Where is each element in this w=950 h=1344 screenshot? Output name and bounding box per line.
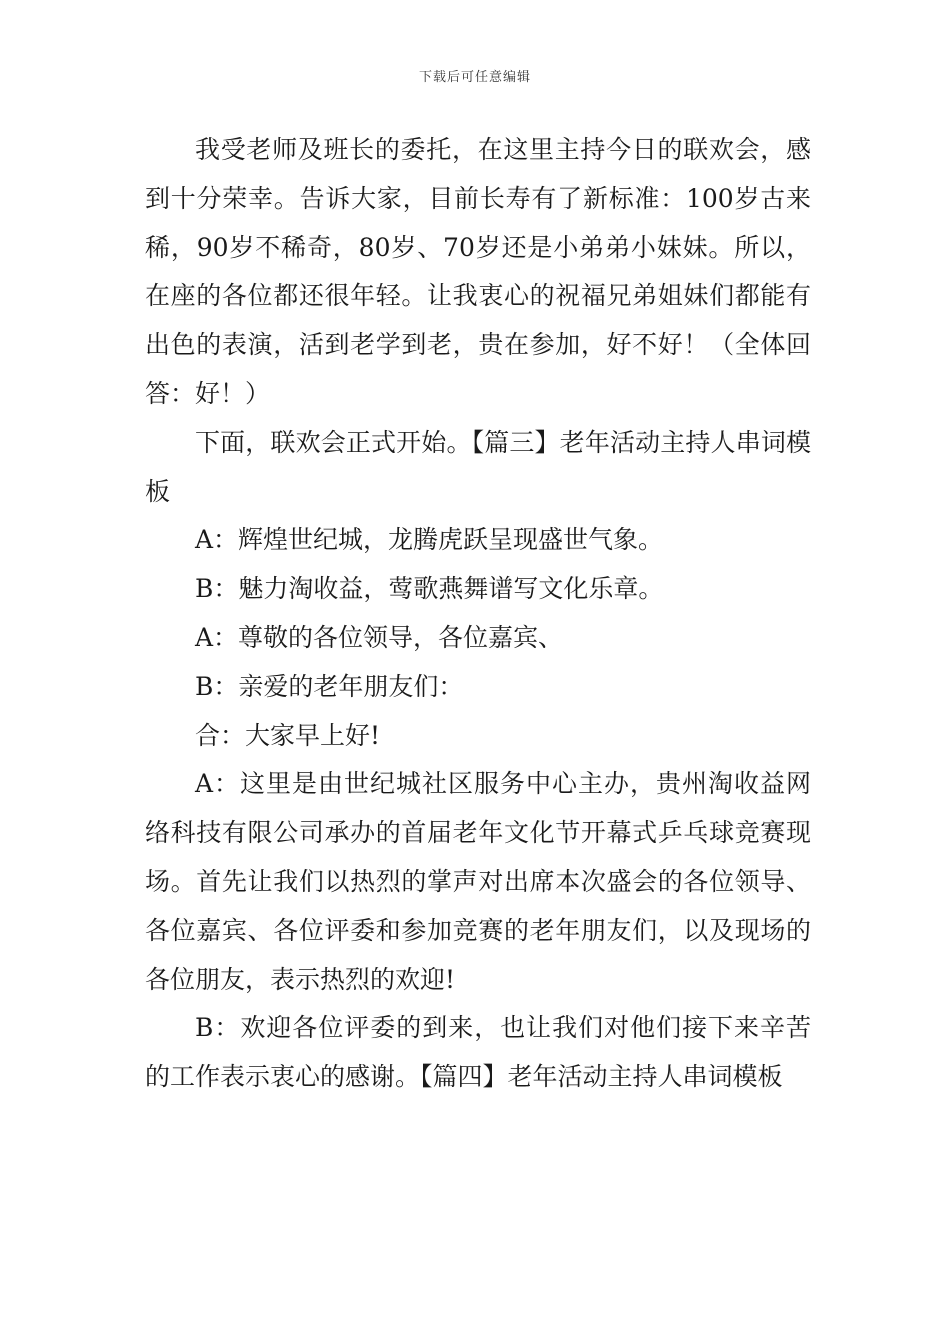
paragraph-b-line-2: B：亲爱的老年朋友们： xyxy=(195,671,464,701)
paragraph-b-line-1: B：魅力淘收益，莺歌燕舞谱写文化乐章。 xyxy=(195,574,664,604)
paragraph-a-line-1: A：辉煌世纪城，龙腾虎跃呈现盛世气象。 xyxy=(195,525,664,555)
paragraph-together: 合：大家早上好! xyxy=(195,720,381,750)
paragraph-start: 下面，联欢会正式开始。【篇三】老年活动主持人串词模板 xyxy=(145,427,811,506)
paragraph-intro: 我受老师及班长的委托，在这里主持今日的联欢会，感到十分荣幸。告诉大家，目前长寿有了新标准：100岁古来稀，90岁不稀奇，80岁、70岁还是小弟弟小妹妹。所以，在座的各位都还很年轻。让我衷心的祝福兄弟姐妹们都能有出色的表演，活到老学到老，贵在参加，好不好！（全体回答：好！） xyxy=(145,135,811,408)
page-header-note: 下载后可任意编辑 xyxy=(418,70,531,85)
paragraph-b-line-3: B：欢迎各位评委的到来，也让我们对他们接下来辛苦的工作表示衷心的感谢。【篇四】老年活动主持人串词模板 xyxy=(145,1013,811,1092)
paragraph-a-line-3: A：这里是由世纪城社区服务中心主办，贵州淘收益网络科技有限公司承办的首届老年文化节开幕式乒乓球竞赛现场。首先让我们以热烈的掌声对出席本次盛会的各位领导、各位嘉宾、各位评委和参加竞赛的老年朋友们，以及现场的各位朋友，表示热烈的欢迎! xyxy=(145,769,811,994)
document-body xyxy=(145,126,811,1102)
paragraph-a-line-2: A：尊敬的各位领导，各位嘉宾、 xyxy=(195,622,564,652)
